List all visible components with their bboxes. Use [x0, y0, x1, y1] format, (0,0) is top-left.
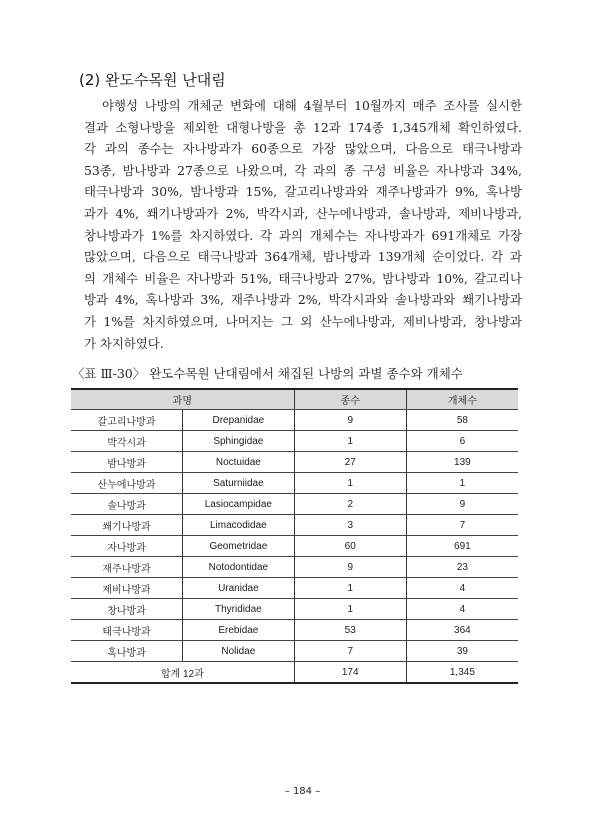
cell-individual-count: 7 [406, 515, 518, 536]
moth-family-table [71, 388, 518, 684]
header-family: 과명 [71, 389, 294, 410]
paragraph-line: 창나방과가 1%를 차지하였다. 각 과의 개체수는 자나방과가 691개체로 가장 [84, 227, 522, 243]
cell-species-count: 1 [294, 578, 406, 599]
paragraph-line: 방과 4%, 혹나방과 3%, 재주나방과 2%, 박각시과와 솔나방과와 쐐기나방과 [84, 292, 522, 308]
table-caption: 〈표 Ⅲ-30〉 완도수목원 난대림에서 채집된 나방의 과별 종수와 개체수 [72, 366, 463, 381]
section-heading: (2) 완도수목원 난대림 [79, 71, 226, 89]
cell-individual-count: 58 [406, 410, 518, 431]
table-row [71, 557, 518, 578]
table-row [71, 452, 518, 473]
total-label: 합계 12과 [71, 662, 294, 684]
paragraph-line: 결과 소형나방을 제외한 대형나방을 총 12과 174종 1,345개체 확인하였다. [84, 119, 522, 135]
table-row [71, 410, 518, 431]
table-row [71, 494, 518, 515]
cell-family-korean: 밤나방과 [71, 452, 183, 473]
table-header-row [71, 389, 518, 410]
cell-family-latin: Noctuidae [183, 452, 295, 473]
cell-family-korean: 자나방과 [71, 536, 183, 557]
cell-family-latin: Lasiocampidae [183, 494, 295, 515]
cell-family-latin: Drepanidae [183, 410, 295, 431]
table-row [71, 473, 518, 494]
cell-family-latin: Uranidae [183, 578, 295, 599]
paragraph-line: 각 과의 종수는 자나방과가 60종으로 가장 많았으며, 다음으로 태극나방과 [84, 141, 522, 157]
table-row [71, 641, 518, 662]
page-number: – 184 – [284, 786, 321, 797]
table-row [71, 536, 518, 557]
cell-family-latin: Notodontidae [183, 557, 295, 578]
cell-family-latin: Thyrididae [183, 599, 295, 620]
paragraph-line: 과가 4%, 쐐기나방과가 2%, 박각시과, 산누에나방과, 솔나방과, 제비나방과, [84, 205, 522, 221]
cell-individual-count: 691 [406, 536, 518, 557]
cell-species-count: 60 [294, 536, 406, 557]
cell-family-latin: Sphingidae [183, 431, 295, 452]
paragraph-line: 많았으며, 다음으로 태극나방과 364개체, 밤나방과 139개체 순이었다. 각 과 [84, 249, 522, 265]
cell-species-count: 53 [294, 620, 406, 641]
paragraph-line: 가 차지하였다. [84, 335, 164, 351]
cell-individual-count: 364 [406, 620, 518, 641]
paragraph-line: 가 1%를 차지하였으며, 나머지는 그 외 산누에나방과, 제비나방과, 창나방과 [84, 313, 522, 329]
header-individuals: 개체수 [406, 389, 518, 410]
paragraph-line: 태극나방과 30%, 밤나방과 15%, 갈고리나방과와 재주나방과가 9%, 혹나방 [84, 184, 522, 200]
cell-family-korean: 혹나방과 [71, 641, 183, 662]
cell-individual-count: 139 [406, 452, 518, 473]
cell-family-latin: Limacodidae [183, 515, 295, 536]
cell-species-count: 3 [294, 515, 406, 536]
cell-family-korean: 제비나방과 [71, 578, 183, 599]
cell-individual-count: 9 [406, 494, 518, 515]
cell-species-count: 2 [294, 494, 406, 515]
cell-family-korean: 재주나방과 [71, 557, 183, 578]
cell-species-count: 1 [294, 599, 406, 620]
cell-family-korean: 쐐기나방과 [71, 515, 183, 536]
body-paragraph [84, 95, 522, 354]
paragraph-line: 53종, 밤나방과 27종으로 나왔으며, 각 과의 종 구성 비율은 자나방과 34%, [84, 162, 522, 178]
cell-family-latin: Geometridae [183, 536, 295, 557]
cell-individual-count: 39 [406, 641, 518, 662]
cell-family-korean: 솔나방과 [71, 494, 183, 515]
cell-family-latin: Nolidae [183, 641, 295, 662]
cell-species-count: 1 [294, 473, 406, 494]
header-species: 종수 [294, 389, 406, 410]
cell-individual-count: 1 [406, 473, 518, 494]
cell-individual-count: 6 [406, 431, 518, 452]
table-row [71, 620, 518, 641]
cell-species-count: 9 [294, 410, 406, 431]
cell-species-count: 27 [294, 452, 406, 473]
total-individuals: 1,345 [406, 662, 518, 684]
cell-family-latin: Erebidae [183, 620, 295, 641]
paragraph-line: 의 개체수 비율은 자나방과 51%, 태극나방과 27%, 밤나방과 10%, 갈고리나 [84, 270, 522, 286]
cell-individual-count: 23 [406, 557, 518, 578]
cell-family-korean: 태극나방과 [71, 620, 183, 641]
cell-species-count: 9 [294, 557, 406, 578]
cell-family-latin: Saturniidae [183, 473, 295, 494]
cell-individual-count: 4 [406, 578, 518, 599]
paragraph-line: 야행성 나방의 개체군 변화에 대해 4월부터 10월까지 매주 조사를 실시한 [102, 98, 522, 113]
cell-individual-count: 4 [406, 599, 518, 620]
table-total-row [71, 662, 518, 684]
cell-family-korean: 산누에나방과 [71, 473, 183, 494]
cell-family-korean: 박각시과 [71, 431, 183, 452]
cell-family-korean: 갈고리나방과 [71, 410, 183, 431]
cell-species-count: 7 [294, 641, 406, 662]
table-row [71, 578, 518, 599]
cell-species-count: 1 [294, 431, 406, 452]
table-row [71, 599, 518, 620]
table-row [71, 431, 518, 452]
total-species: 174 [294, 662, 406, 684]
cell-family-korean: 창나방과 [71, 599, 183, 620]
table-row [71, 515, 518, 536]
